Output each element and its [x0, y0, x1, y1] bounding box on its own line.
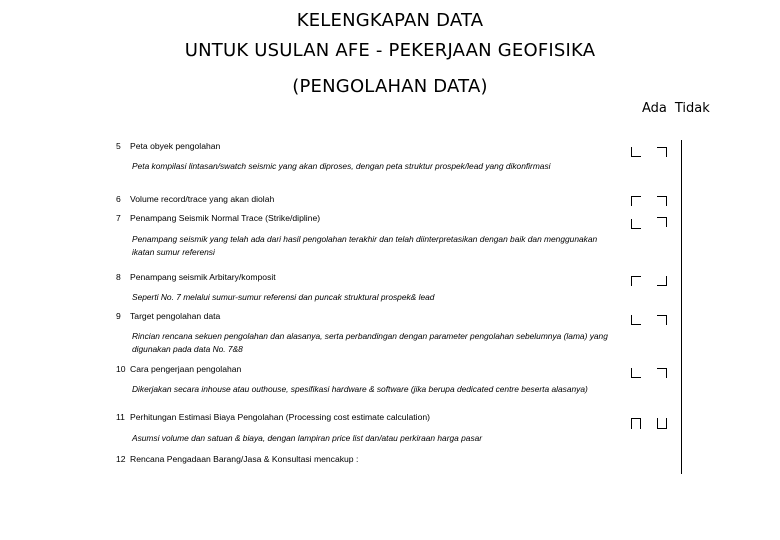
checkbox-ada-11[interactable] [631, 418, 641, 429]
item-label: Peta obyek pengolahan [130, 141, 221, 151]
checkbox-ada-8[interactable] [631, 276, 641, 286]
checklist-item-11 [116, 412, 430, 422]
column-ada: Ada [642, 101, 667, 116]
checkbox-tidak-7[interactable] [657, 217, 667, 227]
checkbox-tidak-5[interactable] [657, 147, 667, 157]
item-description: Penampang seismik yang telah ada dari hasil pengolahan terakhir dan telah diinterpretasikan dengan baik dan menggunakan ikatan sumur referensi [132, 234, 598, 257]
item-number: 9 [116, 311, 121, 321]
checkbox-ada-9[interactable] [631, 315, 641, 325]
item-number: 12 [116, 454, 126, 464]
item-number: 7 [116, 213, 121, 223]
column-tidak: Tidak [674, 101, 710, 116]
checkbox-ada-6[interactable] [631, 196, 641, 206]
checkbox-tidak-6[interactable] [657, 196, 667, 206]
column-headers [642, 101, 718, 116]
document-subtitle: UNTUK USULAN AFE - PEKERJAAN GEOFISIKA [184, 40, 596, 61]
item-number: 10 [116, 364, 126, 374]
checkbox-ada-7[interactable] [631, 219, 641, 229]
item-label: Penampang seismik Arbitary/komposit [130, 272, 276, 282]
checkbox-ada-5[interactable] [631, 147, 641, 157]
checklist-item-9 [116, 311, 220, 321]
item-description: Seperti No. 7 melalui sumur-sumur referensi dan puncak struktural prospek& lead [132, 292, 435, 302]
item-label: Rencana Pengadaan Barang/Jasa & Konsultasi mencakup : [130, 454, 359, 464]
item-description: Asumsi volume dan satuan & biaya, dengan lampiran price list dan/atau perkiraan harga pasar [132, 433, 483, 443]
checklist-item-7 [116, 213, 320, 223]
item-label: Cara pengerjaan pengolahan [130, 364, 242, 374]
checkbox-tidak-9[interactable] [657, 315, 667, 325]
item-description: Dikerjakan secara inhouse atau outhouse, spesifikasi hardware & software (jika berupa dedicated centre beserta alasanya) [132, 384, 588, 394]
column-divider [681, 140, 682, 474]
checkbox-tidak-11[interactable] [657, 418, 667, 429]
item-label: Target pengolahan data [130, 311, 221, 321]
item-description: Rincian rencana sekuen pengolahan dan alasanya, serta perbandingan dengan parameter pengolahan sebelumnya (lama) yang digunakan pada data No. 7&8 [132, 331, 608, 354]
checklist-item-12 [116, 454, 358, 464]
item-label: Penampang Seismik Normal Trace (Strike/dipline) [130, 213, 321, 223]
item-number: 8 [116, 272, 121, 282]
document-title: KELENGKAPAN DATA [296, 10, 484, 31]
item-number: 11 [116, 412, 125, 422]
document-section-title: (PENGOLAHAN DATA) [292, 76, 488, 97]
checklist-item-5 [116, 141, 220, 151]
item-number: 5 [116, 141, 121, 151]
checklist-item-10 [116, 364, 241, 374]
checklist-item-6 [116, 194, 274, 204]
checkbox-tidak-8[interactable] [657, 276, 667, 286]
item-description: Peta kompilasi lintasan/swatch seismic yang akan diproses, dengan peta struktur prospek/lead yang dikonfirmasi [132, 161, 551, 171]
checkbox-ada-10[interactable] [631, 368, 641, 378]
item-label: Perhitungan Estimasi Biaya Pengolahan (Processing cost estimate calculation) [130, 412, 430, 422]
checkbox-tidak-10[interactable] [657, 368, 667, 378]
item-number: 6 [116, 194, 121, 204]
checklist-item-8 [116, 272, 276, 282]
item-label: Volume record/trace yang akan diolah [130, 194, 275, 204]
